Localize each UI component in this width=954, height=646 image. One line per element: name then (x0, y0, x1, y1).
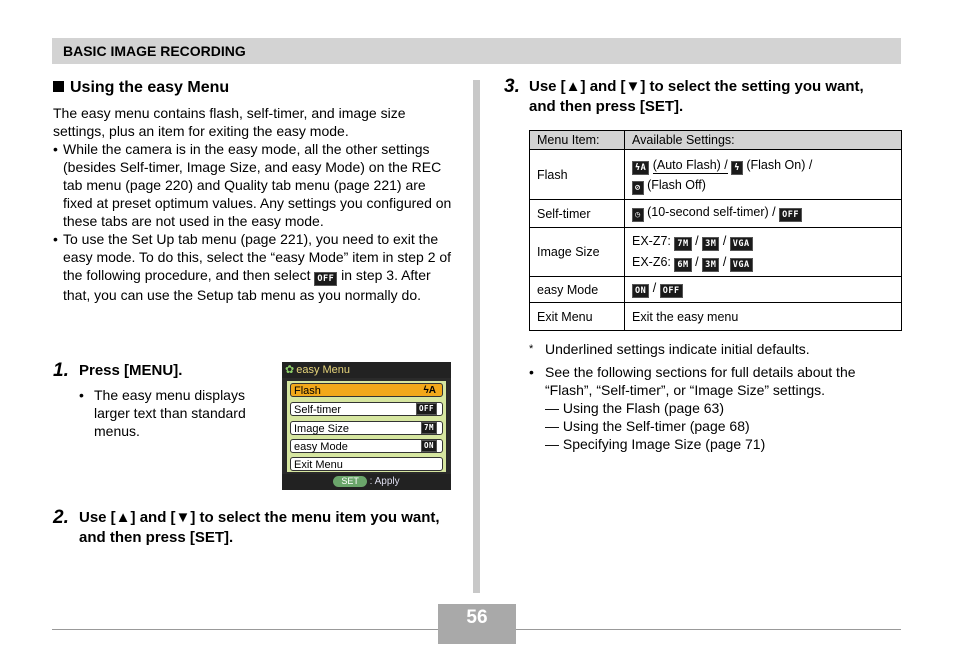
section-title-text: Using the easy Menu (70, 79, 230, 96)
settings-table (529, 130, 902, 331)
step-3-number: 3. (504, 76, 520, 97)
separator: / (695, 234, 699, 248)
camera-menu-item-label: easy Mode (294, 441, 348, 453)
step-2 (53, 507, 69, 529)
3m-icon: 3M (702, 237, 719, 251)
table-header-menu-item: Menu Item: (530, 131, 625, 150)
reference-image-size: — Specifying Image Size (page 71) (545, 436, 766, 452)
self-timer-text: (10-second self-timer) / (647, 205, 776, 219)
easy-menu-icon: ✿ (285, 364, 295, 376)
intro-bullet-2-text-b: in step 3. After that, you can use the Setup tab menu as you normally do. (63, 267, 431, 303)
camera-screen-title-text: easy Menu (296, 364, 351, 376)
step-1-title: Press [MENU]. (79, 362, 183, 379)
vga-icon: VGA (730, 258, 753, 272)
ex-z6-label: EX-Z6: (632, 255, 671, 269)
separator: / (722, 255, 727, 269)
page-number: 56 (438, 604, 516, 631)
step-3 (504, 76, 520, 98)
notes-bullet: • See the following sections for full details about the “Flash”, “Self-timer”, or “Image Size” settings. (529, 363, 899, 399)
camera-menu-item-easy-mode (290, 439, 443, 453)
step-3-title: Use [▲] and [▼] to select the setting you want, and then press [SET]. (529, 78, 864, 115)
table-cell-value (625, 277, 902, 303)
flash-auto-text: (Auto Flash) / (652, 157, 728, 172)
camera-menu-item-label: Self-timer (294, 404, 342, 416)
intro-bullet-1: • While the camera is in the easy mode, all the other settings (besides Self-timer, Image Size, and easy Mode) on the REC tab menu (page 220) and Quality tab menu (page 221) are fixed at preset optimum values. Any settings you configured on these tabs are not used in the easy mode. (53, 140, 458, 230)
table-cell-value (625, 150, 902, 200)
flash-on-text: (Flash On) / (746, 157, 813, 172)
table-row (530, 277, 902, 303)
on-icon: ON (421, 440, 437, 452)
separator: / (722, 234, 727, 248)
off-icon: OFF (660, 284, 683, 298)
camera-menu-item-image-size (290, 421, 443, 435)
flash-off-text: (Flash Off) (647, 177, 706, 192)
page-number-tab (438, 630, 516, 644)
asterisk: * (529, 343, 534, 355)
table-cell-label: Flash (530, 150, 625, 200)
step-1-number: 1. (53, 360, 69, 381)
table-row (530, 200, 902, 228)
intro-bullet-2 (53, 230, 458, 304)
table-cell-label: Exit Menu (530, 303, 625, 331)
camera-menu (287, 381, 446, 472)
step-1-bullet-text: • The easy menu displays larger text than standard menus. (79, 386, 264, 440)
table-cell-label: Image Size (530, 228, 625, 277)
page-header-title: BASIC IMAGE RECORDING (63, 43, 246, 59)
flash-auto-icon: ϟA (423, 385, 436, 396)
step-1 (53, 360, 69, 382)
intro-text (53, 104, 458, 304)
6m-icon: 6M (674, 258, 691, 272)
camera-screen-footer (282, 474, 451, 490)
camera-menu-item-label: Image Size (294, 423, 350, 435)
7m-icon: 7M (674, 237, 691, 251)
step-2-number: 2. (53, 507, 69, 528)
table-cell-value (625, 200, 902, 228)
camera-menu-item-label: Flash (294, 385, 321, 397)
7m-icon: 7M (421, 422, 437, 434)
separator: / (695, 255, 699, 269)
reference-self-timer: — Using the Self-timer (page 68) (545, 418, 750, 434)
table-row (530, 150, 902, 200)
set-button-icon: SET (333, 476, 367, 487)
step-1-bullet (79, 386, 264, 440)
camera-screen (282, 362, 451, 490)
camera-menu-item-label: Exit Menu (294, 459, 343, 471)
off-icon: OFF (314, 272, 337, 286)
table-cell-label: easy Mode (530, 277, 625, 303)
camera-menu-item-self-timer (290, 402, 443, 416)
step-2-title: Use [▲] and [▼] to select the menu item you want, and then press [SET]. (79, 509, 440, 546)
square-bullet-icon (53, 81, 64, 92)
camera-menu-item-flash (290, 383, 443, 397)
table-header-row (530, 131, 902, 150)
table-row (530, 228, 902, 277)
underline-note-text: Underlined settings indicate initial defaults. (545, 341, 810, 357)
separator: / (652, 281, 657, 295)
self-timer-icon: ◷ (632, 208, 644, 222)
table-cell-value (625, 228, 902, 277)
underline-note (529, 340, 899, 358)
table-cell-label: Self-timer (530, 200, 625, 228)
off-icon: OFF (779, 208, 802, 222)
on-icon: ON (632, 284, 649, 298)
table-header-available-settings: Available Settings: (625, 131, 902, 150)
flash-auto-icon: ϟA (632, 161, 649, 175)
table-cell-value: Exit the easy menu (625, 303, 902, 331)
notes (529, 340, 899, 453)
flash-on-icon: ϟ (731, 161, 743, 175)
table-row (530, 303, 902, 331)
intro-bullet-2-text-a: To use the Set Up tab menu (page 221), you need to exit the easy mode. To do this, select the “easy Mode” item in step 2 of the following procedure, and then select (63, 231, 452, 283)
column-divider (473, 80, 480, 593)
vga-icon: VGA (730, 237, 753, 251)
section-title (53, 79, 229, 97)
off-icon: OFF (416, 403, 437, 415)
camera-screen-title (282, 362, 451, 378)
intro-paragraph: The easy menu contains flash, self-timer, and image size settings, plus an item for exiting the easy mode. (53, 105, 406, 139)
reference-flash: — Using the Flash (page 63) (545, 400, 724, 416)
camera-menu-item-exit (290, 457, 443, 471)
apply-label: : Apply (369, 476, 400, 487)
3m-icon: 3M (702, 258, 719, 272)
flash-off-icon: ⊘ (632, 181, 644, 195)
ex-z7-label: EX-Z7: (632, 234, 671, 248)
